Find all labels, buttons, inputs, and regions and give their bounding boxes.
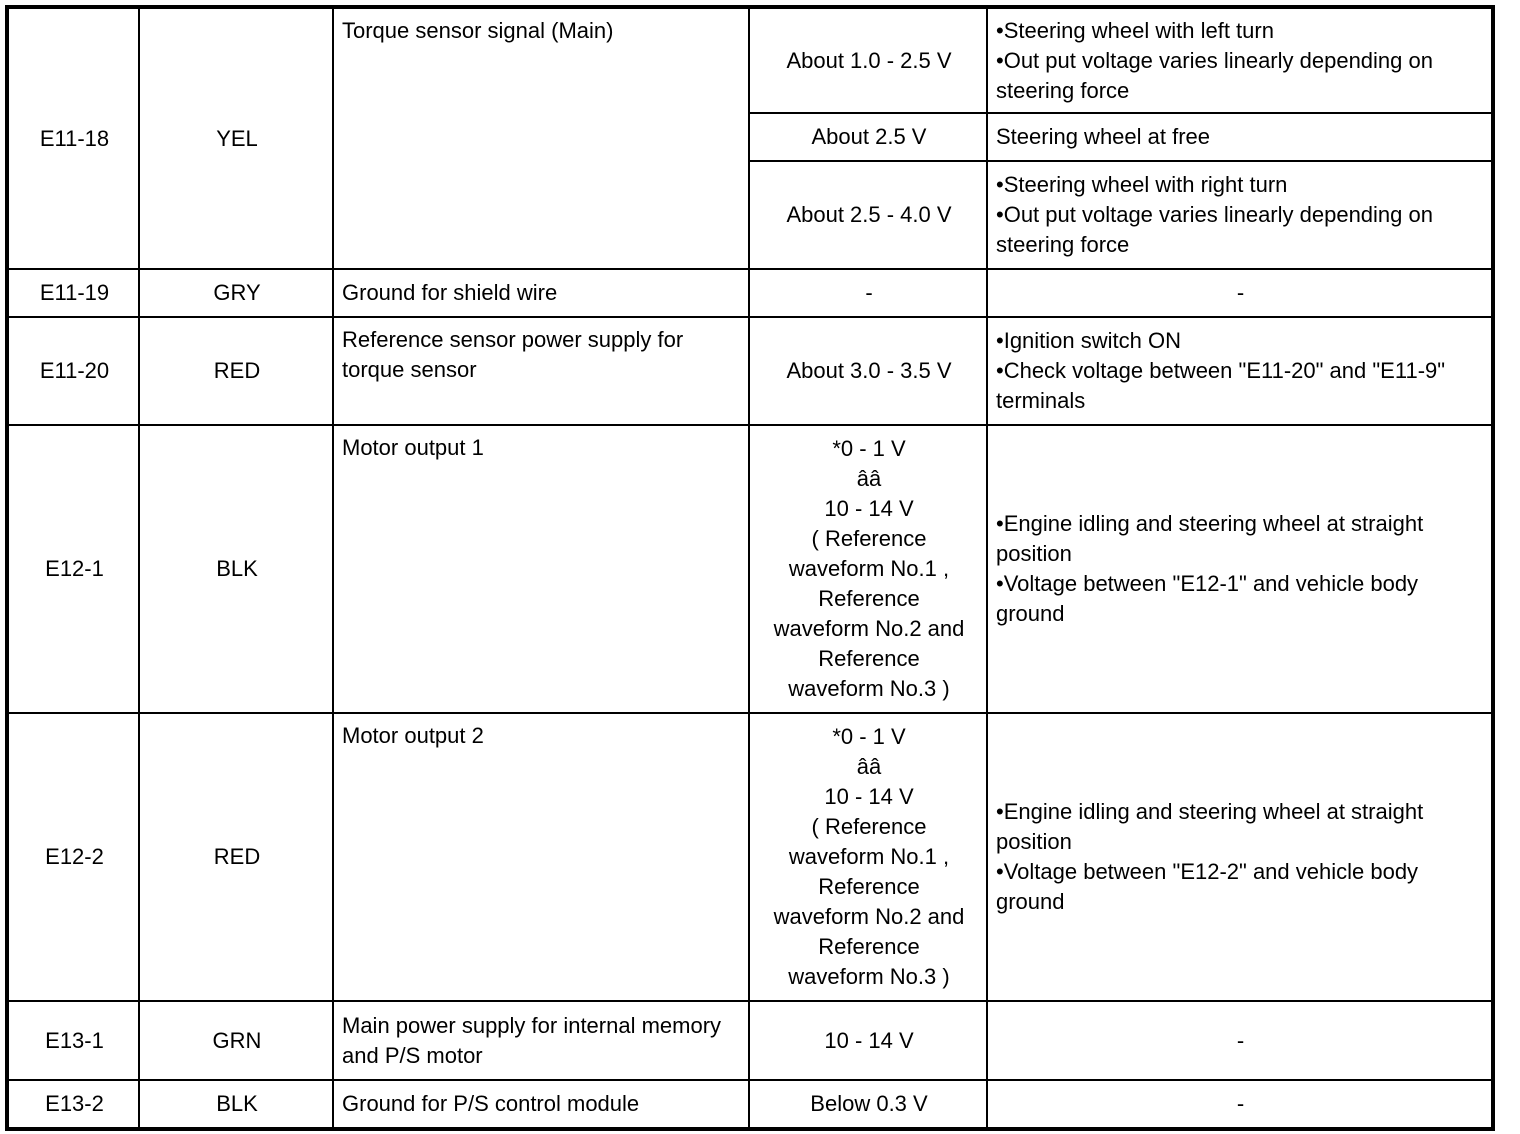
terminal-cell: E13-1	[8, 1001, 139, 1080]
wire-color-cell: RED	[139, 713, 333, 1001]
voltage-cell: -	[749, 269, 987, 317]
voltage-cell: *0 - 1 V ââ 10 - 14 V ( Reference waveform No.1 , Reference waveform No.2 and Reference waveform No.3 )	[749, 425, 987, 713]
table-row	[8, 425, 1492, 713]
voltage-cell: 10 - 14 V	[749, 1001, 987, 1080]
voltage-cell: About 1.0 - 2.5 V	[749, 8, 987, 113]
circuit-cell: Torque sensor signal (Main)	[333, 8, 749, 269]
condition-cell: -	[987, 1080, 1492, 1128]
voltage-cell: Below 0.3 V	[749, 1080, 987, 1128]
table-row	[8, 1080, 1492, 1128]
condition-cell: •Engine idling and steering wheel at straight position •Voltage between "E12-1" and vehicle body ground	[987, 425, 1492, 713]
voltage-cell: About 2.5 V	[749, 113, 987, 161]
condition-cell: •Ignition switch ON •Check voltage between "E11-20" and "E11-9" terminals	[987, 317, 1492, 425]
voltage-cell: About 3.0 - 3.5 V	[749, 317, 987, 425]
wire-color-cell: BLK	[139, 425, 333, 713]
table-row	[8, 8, 1492, 113]
voltage-cell: About 2.5 - 4.0 V	[749, 161, 987, 269]
terminal-cell: E11-18	[8, 8, 139, 269]
condition-cell: -	[987, 1001, 1492, 1080]
terminal-cell: E11-19	[8, 269, 139, 317]
wire-color-cell: RED	[139, 317, 333, 425]
condition-cell: -	[987, 269, 1492, 317]
wire-color-cell: GRY	[139, 269, 333, 317]
table-row	[8, 713, 1492, 1001]
terminal-cell: E13-2	[8, 1080, 139, 1128]
terminal-cell: E11-20	[8, 317, 139, 425]
table-row	[8, 1001, 1492, 1080]
wire-color-cell: BLK	[139, 1080, 333, 1128]
wire-color-cell: YEL	[139, 8, 333, 269]
voltage-cell: *0 - 1 V ââ 10 - 14 V ( Reference waveform No.1 , Reference waveform No.2 and Reference waveform No.3 )	[749, 713, 987, 1001]
circuit-cell: Motor output 1	[333, 425, 749, 713]
terminal-cell: E12-1	[8, 425, 139, 713]
circuit-cell: Ground for shield wire	[333, 269, 749, 317]
wire-color-cell: GRN	[139, 1001, 333, 1080]
terminal-cell: E12-2	[8, 713, 139, 1001]
condition-cell: •Engine idling and steering wheel at straight position •Voltage between "E12-2" and vehicle body ground	[987, 713, 1492, 1001]
table-row	[8, 317, 1492, 425]
condition-cell: •Steering wheel with right turn •Out put voltage varies linearly depending on steering force	[987, 161, 1492, 269]
circuit-cell: Motor output 2	[333, 713, 749, 1001]
circuit-cell: Ground for P/S control module	[333, 1080, 749, 1128]
terminal-voltage-table	[7, 7, 1493, 1129]
table-row	[8, 269, 1492, 317]
circuit-cell: Main power supply for internal memory and P/S motor	[333, 1001, 749, 1080]
condition-cell: Steering wheel at free	[987, 113, 1492, 161]
condition-cell: •Steering wheel with left turn •Out put voltage varies linearly depending on steering force	[987, 8, 1492, 113]
circuit-cell: Reference sensor power supply for torque sensor	[333, 317, 749, 425]
